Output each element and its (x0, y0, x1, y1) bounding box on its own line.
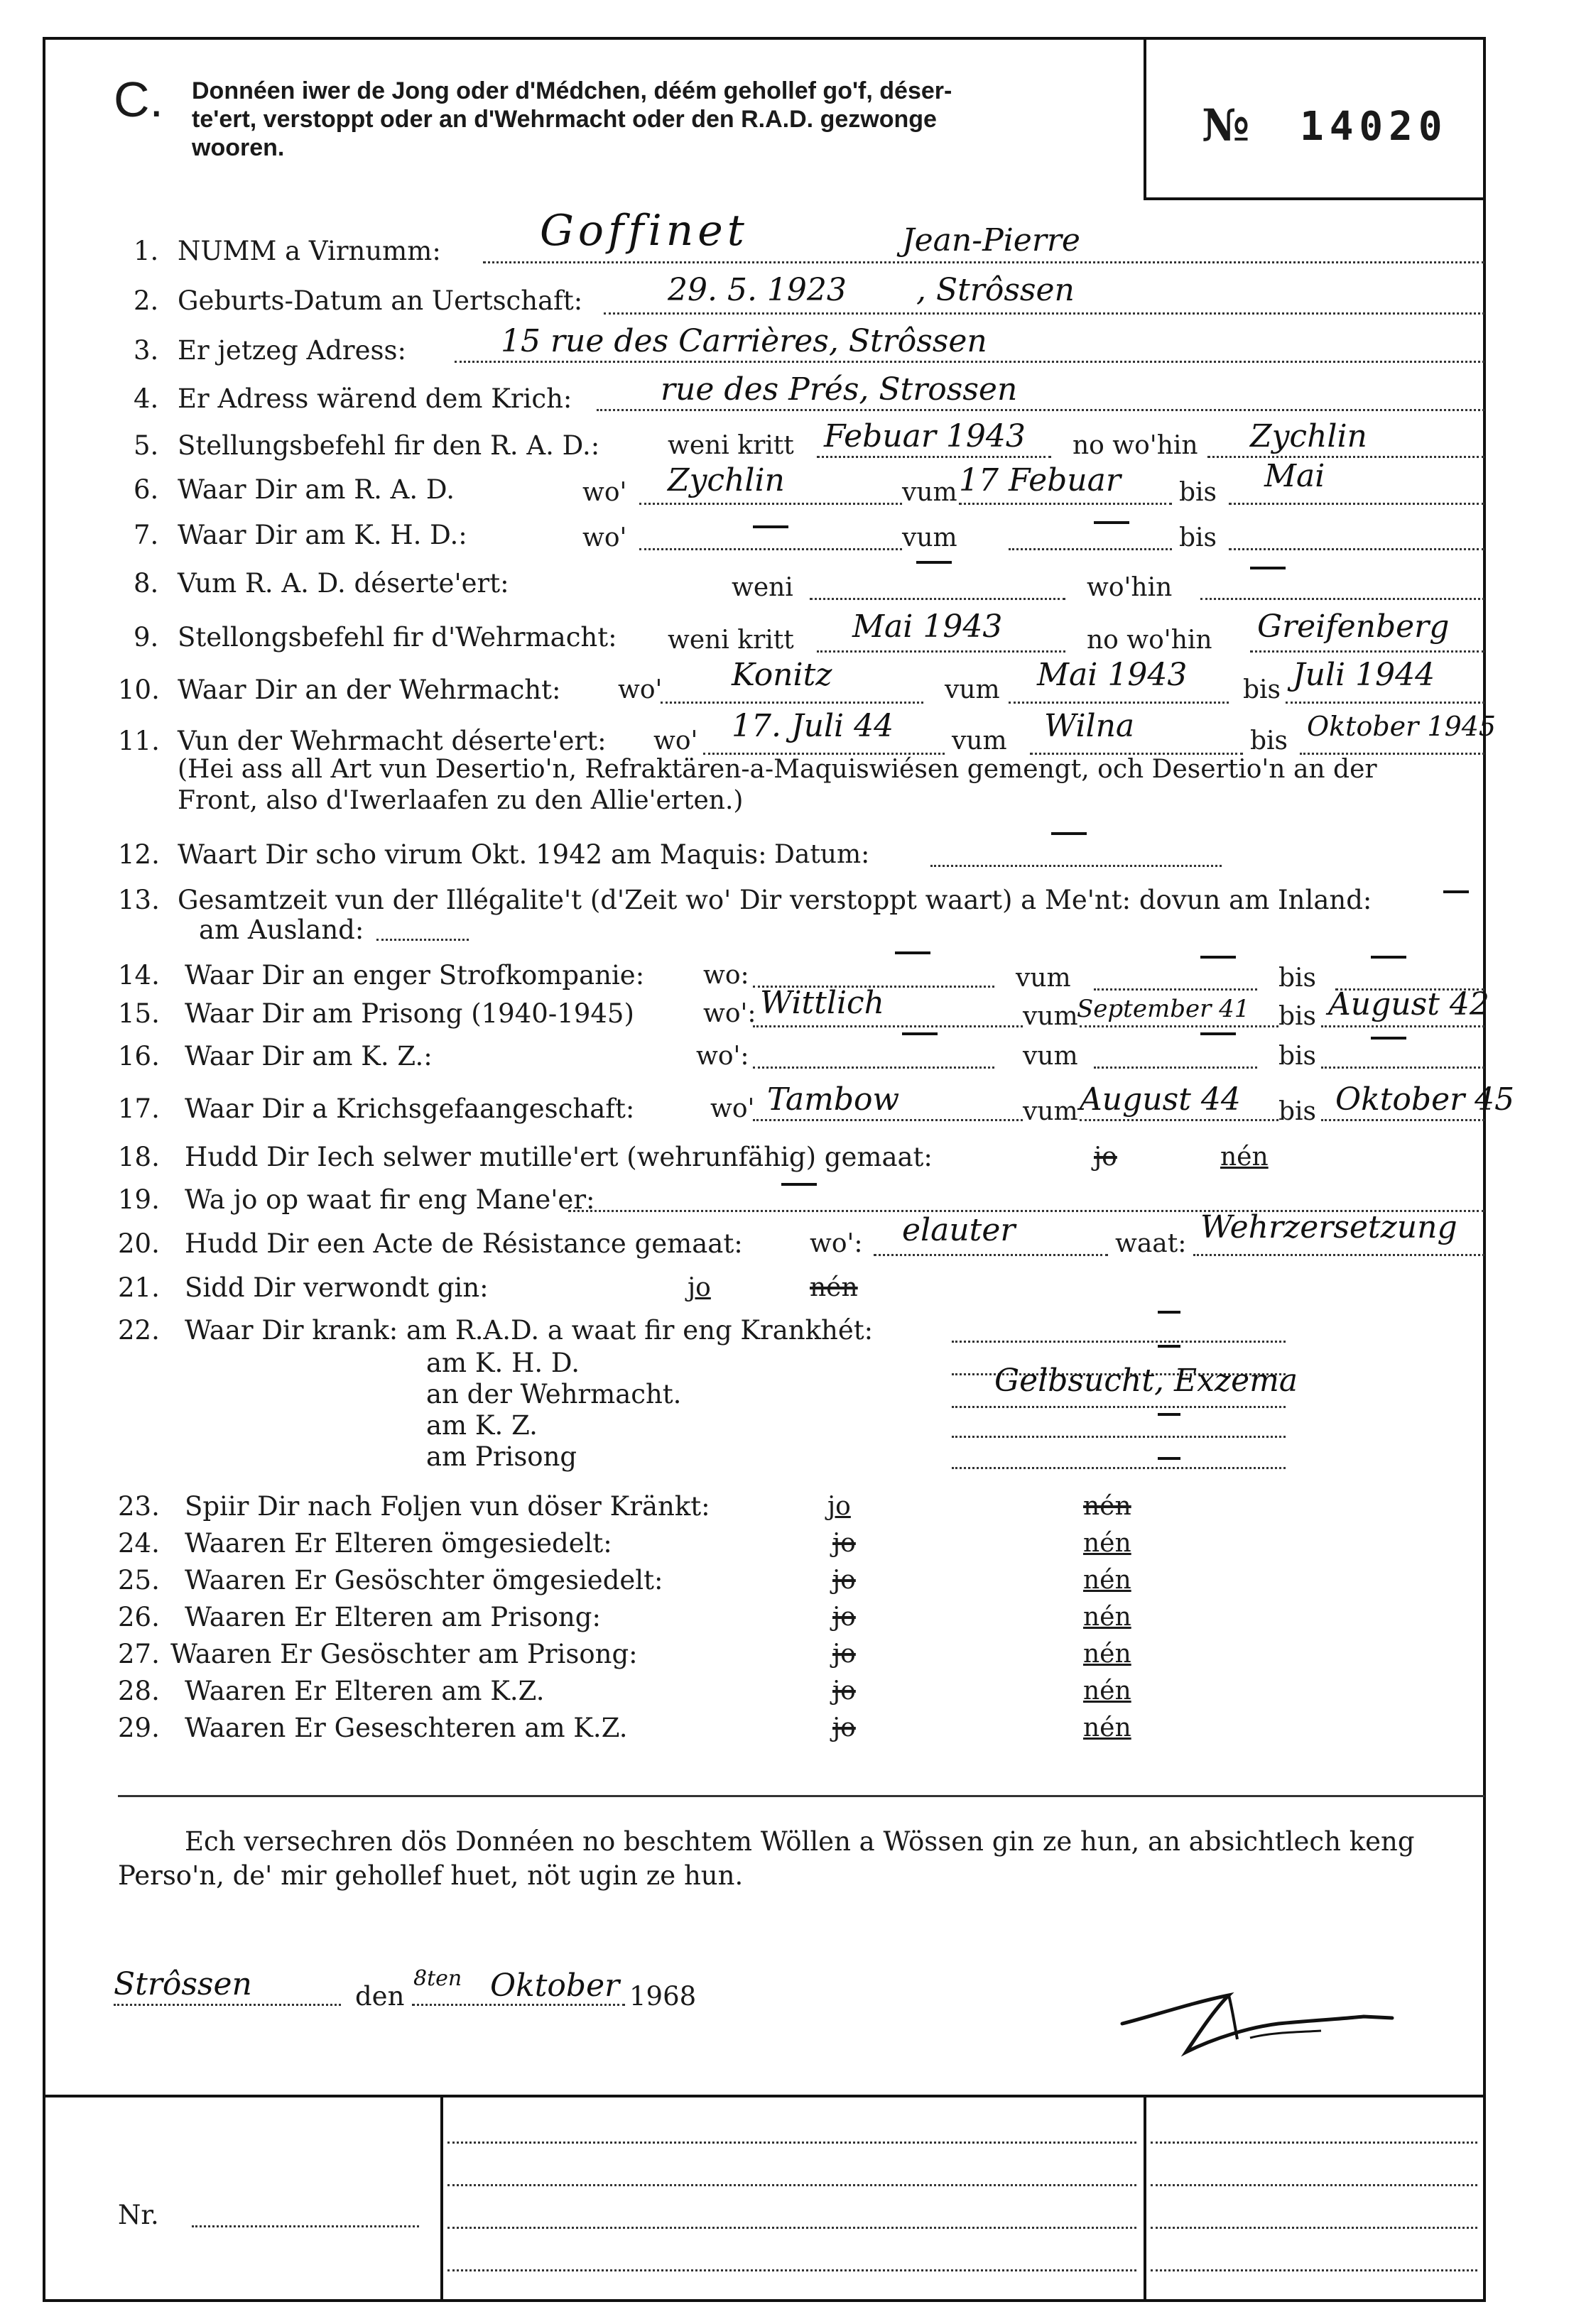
footer-mid-line-2 (447, 2184, 1136, 2186)
row-11-note-2: Front, also d'Iwerlaafen zu den Allie'erten.) (178, 786, 744, 815)
row-7-where-dotline (639, 548, 902, 550)
row-10-where-label: wo' (618, 675, 663, 704)
row-6-to-value: Mai (1264, 458, 1325, 494)
row-10-to-dotline (1286, 702, 1484, 704)
row-10-from-value: Mai 1943 (1037, 657, 1188, 693)
row-13-inland-dash (1443, 890, 1469, 893)
row-28-jo: jo (832, 1676, 856, 1706)
row-8-label: Vum R. A. D. déserte'ert: (178, 568, 509, 599)
signature-month: Oktober (490, 1968, 620, 2004)
row-24-number: 24. (118, 1528, 160, 1559)
row-22-kz-dash (1158, 1413, 1180, 1416)
row-25-number: 25. (118, 1565, 160, 1595)
row-16-where-dotline (753, 1066, 994, 1069)
row-5-when-label: weni kritt (668, 431, 794, 460)
row-14-from-dotline (1094, 988, 1257, 991)
footer-right-line-2 (1151, 2184, 1477, 2186)
row-5-when-value: Febuar 1943 (824, 418, 1026, 454)
row-22-wehrmacht-label: an der Wehrmacht. (426, 1379, 682, 1409)
signature-day: 8ten (413, 1966, 462, 1991)
header-title (192, 77, 1115, 162)
row-29-nen: nén (1083, 1713, 1131, 1742)
row-10-to-value: Juli 1944 (1293, 657, 1435, 693)
row-6-to-label: bis (1179, 478, 1217, 507)
row-11-to-label: bis (1250, 726, 1288, 755)
row-7-from-dotline (1009, 548, 1172, 550)
row-27-jo: jo (832, 1640, 856, 1669)
row-28-nen: nén (1083, 1676, 1131, 1706)
form-letter: C. (114, 72, 163, 127)
row-6-where-dotline (639, 503, 902, 505)
row-16-from-dash (1200, 1032, 1236, 1035)
number-sign: № (1202, 99, 1250, 151)
row-22-prisong-label: am Prisong (426, 1441, 577, 1472)
row-28-number: 28. (118, 1676, 160, 1706)
row-5-number: 5. (134, 430, 159, 461)
row-29-number: 29. (118, 1713, 160, 1743)
row-26-label: Waaren Er Elteren am Prisong: (185, 1602, 601, 1632)
row-15-from-value: September 41 (1077, 995, 1250, 1023)
row-9-where-dotline (1250, 650, 1484, 653)
row-1-firstname: Jean-Pierre (902, 222, 1080, 258)
row-20-number: 20. (118, 1228, 160, 1259)
row-16-from-dotline (1094, 1066, 1257, 1069)
row-17-to-label: bis (1278, 1097, 1317, 1126)
row-11-number: 11. (118, 726, 160, 756)
row-17-to-dotline (1321, 1119, 1484, 1121)
row-11-where-label: wo' (653, 726, 698, 755)
row-6-where-value: Zychlin (668, 462, 785, 498)
row-7-where-dash (753, 525, 788, 528)
row-10-to-label: bis (1243, 675, 1281, 704)
row-1-dotline (483, 261, 1484, 263)
header-line-1: Donnéen iwer de Jong oder d'Médchen, déém gehollef go'f, déser- (192, 77, 952, 104)
row-3-dotline (455, 361, 1484, 363)
row-14-to-dash (1371, 956, 1406, 959)
row-20-label: Hudd Dir een Acte de Résistance gemaat: (185, 1228, 743, 1259)
row-12-number: 12. (118, 839, 160, 870)
row-16-to-label: bis (1278, 1042, 1317, 1071)
row-9-when-value: Mai 1943 (852, 609, 1003, 645)
footer-right-line-4 (1151, 2269, 1477, 2271)
row-6-label: Waar Dir am R. A. D. (178, 474, 455, 505)
row-11-to-value: Oktober 1945 (1307, 711, 1497, 742)
footer-mid-line-3 (447, 2227, 1136, 2229)
row-15-number: 15. (118, 998, 160, 1029)
row-24-nen: nén (1083, 1529, 1131, 1558)
row-11-note-1: (Hei ass all Art vun Desertio'n, Refraktären-a-Maquiswiésen gemengt, och Desertio'n an der (178, 755, 1377, 784)
row-19-number: 19. (118, 1184, 160, 1215)
row-27-label: Waaren Er Gesöschter am Prisong: (170, 1639, 638, 1669)
row-9-number: 9. (134, 622, 159, 653)
row-1-surname: Goffinet (540, 206, 749, 256)
row-2-dotline (604, 312, 1484, 315)
row-16-from-label: vum (1023, 1042, 1078, 1071)
row-6-where-label: wo' (582, 478, 627, 507)
row-21-jo: jo (688, 1273, 711, 1302)
row-26-nen: nén (1083, 1603, 1131, 1632)
row-14-to-label: bis (1278, 964, 1317, 993)
row-22-rad-dotline (952, 1341, 1286, 1343)
row-14-from-label: vum (1016, 964, 1071, 993)
row-15-to-label: bis (1278, 1002, 1317, 1031)
place-dotline (114, 2004, 341, 2006)
row-22-label: Waar Dir krank: am R.A.D. a waat fir eng Krankhét: (185, 1315, 874, 1346)
row-27-number: 27. (118, 1639, 160, 1669)
row-8-when-label: weni (732, 573, 793, 602)
row-11-label: Vun der Wehrmacht déserte'ert: (178, 726, 607, 756)
row-18-jo: jo (1094, 1142, 1117, 1172)
row-6-from-value: 17 Febuar (959, 462, 1121, 498)
row-24-label: Waaren Er Elteren ömgesiedelt: (185, 1528, 612, 1559)
row-17-label: Waar Dir a Krichsgefaangeschaft: (185, 1093, 635, 1124)
row-22-wehrmacht-dotline (952, 1406, 1286, 1408)
row-20-what-value: Wehrzersetzung (1200, 1209, 1457, 1245)
row-7-number: 7. (134, 520, 159, 550)
row-7-label: Waar Dir am K. H. D.: (178, 520, 467, 550)
row-17-from-label: vum (1023, 1097, 1078, 1126)
row-11-where-value: 17. Juli 44 (732, 708, 894, 744)
row-25-nen: nén (1083, 1566, 1131, 1595)
row-14-label: Waar Dir an enger Strofkompanie: (185, 960, 645, 991)
row-22-rad-dash (1158, 1311, 1180, 1314)
row-8-number: 8. (134, 568, 159, 599)
row-11-from-value: Wilna (1044, 708, 1135, 744)
row-10-from-label: vum (945, 675, 1000, 704)
row-8-when-dash (916, 561, 952, 564)
row-22-khd-label: am K. H. D. (426, 1348, 580, 1378)
row-17-where-label: wo' (710, 1094, 755, 1123)
row-22-kz-dotline (952, 1436, 1286, 1438)
row-1-number: 1. (134, 236, 159, 266)
row-6-to-dotline (1229, 503, 1484, 505)
row-25-label: Waaren Er Gesöschter ömgesiedelt: (185, 1565, 663, 1595)
row-22-wehrmacht-value: Gelbsucht, Exzema (994, 1363, 1298, 1399)
row-21-label: Sidd Dir verwondt gin: (185, 1272, 489, 1303)
row-6-from-label: vum (902, 478, 957, 507)
row-9-where-label: no wo'hin (1087, 626, 1212, 655)
row-10-label: Waar Dir an der Wehrmacht: (178, 675, 561, 705)
footer-top-rule (43, 2095, 1486, 2097)
row-6-from-dotline (959, 503, 1172, 505)
row-21-number: 21. (118, 1272, 160, 1303)
row-3-label: Er jetzeg Adress: (178, 335, 406, 366)
row-14-from-dash (1200, 956, 1236, 959)
footer-nr-label: Nr. (118, 2200, 159, 2230)
row-23-label: Spiir Dir nach Foljen vun döser Kränkt: (185, 1491, 710, 1522)
row-22-number: 22. (118, 1315, 160, 1346)
row-27-nen: nén (1083, 1640, 1131, 1669)
row-15-from-label: vum (1023, 1002, 1078, 1031)
declaration-line-1: Ech versechren dös Donnéen no beschtem Wöllen a Wössen gin ze hun, an absichtlech keng (185, 1826, 1415, 1857)
row-7-to-label: bis (1179, 523, 1217, 552)
row-19-label: Wa jo op waat fir eng Mane'er: (185, 1184, 595, 1215)
row-15-to-dotline (1321, 1025, 1484, 1027)
row-16-label: Waar Dir am K. Z.: (185, 1041, 433, 1071)
row-15-where-label: wo': (703, 999, 756, 1028)
row-13-label: Gesamtzeit vun der Illégalite't (d'Zeit wo' Dir verstoppt waart) a Me'nt: dovun am Inland: (178, 885, 1372, 915)
declaration-separator (118, 1795, 1484, 1797)
header-line-3: wooren. (192, 134, 285, 161)
row-2-number: 2. (134, 285, 159, 316)
row-26-jo: jo (832, 1603, 856, 1632)
row-24-jo: jo (832, 1529, 856, 1558)
footer-mid-line-4 (447, 2269, 1136, 2271)
row-4-war-address: rue des Prés, Strossen (661, 371, 1018, 408)
header-line-2: te'ert, verstoppt oder an d'Wehrmacht oder den R.A.D. gezwonge (192, 106, 937, 133)
signature-year: 1968 (629, 1981, 697, 2012)
row-16-where-label: wo': (696, 1042, 749, 1071)
row-8-when-dotline (810, 598, 1065, 600)
row-18-nen: nén (1220, 1142, 1269, 1172)
declaration-line-2: Perso'n, de' mir gehollef huet, nöt ugin ze hun. (118, 1860, 744, 1891)
row-7-where-label: wo' (582, 523, 627, 552)
date-dotline (412, 2004, 625, 2006)
den-label: den (355, 1981, 405, 2012)
row-7-from-dash (1094, 521, 1129, 524)
header-divider (1144, 37, 1146, 199)
row-21-nen: nén (810, 1273, 858, 1302)
row-20-where-dotline (874, 1254, 1108, 1256)
row-6-number: 6. (134, 474, 159, 505)
row-26-number: 26. (118, 1602, 160, 1632)
row-22-prisong-dash (1158, 1457, 1180, 1460)
row-19-dash (781, 1183, 817, 1186)
row-25-jo: jo (832, 1566, 856, 1595)
row-13-number: 13. (118, 885, 160, 915)
footer-divider-2 (1144, 2095, 1146, 2302)
row-13-abroad-label: am Ausland: (199, 915, 364, 945)
row-8-where-dotline (1200, 598, 1484, 600)
handwritten-signature (1108, 1974, 1406, 2073)
row-23-number: 23. (118, 1491, 160, 1522)
row-17-number: 17. (118, 1093, 160, 1124)
row-2-birth-place: , Strôssen (916, 272, 1075, 308)
row-5-when-dotline (817, 456, 1051, 458)
row-20-what-dotline (1193, 1254, 1484, 1256)
row-2-birth-date: 29. 5. 1923 (668, 272, 847, 308)
row-15-label: Waar Dir am Prisong (1940-1945) (185, 998, 634, 1029)
row-20-where-label: wo': (810, 1229, 863, 1258)
row-10-where-value: Konitz (732, 657, 832, 693)
row-15-to-value: August 42 (1328, 986, 1489, 1022)
footer-mid-line-1 (447, 2142, 1136, 2144)
row-17-where-dotline (753, 1119, 1023, 1121)
row-18-number: 18. (118, 1142, 160, 1172)
footer-right-line-1 (1151, 2142, 1477, 2144)
row-4-number: 4. (134, 383, 159, 414)
row-16-number: 16. (118, 1041, 160, 1071)
row-23-jo: jo (827, 1492, 851, 1521)
row-11-from-label: vum (952, 726, 1007, 755)
row-22-khd-dash (1158, 1345, 1180, 1348)
row-12-date-label: Datum: (774, 840, 870, 869)
row-5-where-label: no wo'hin (1073, 431, 1198, 460)
row-28-label: Waaren Er Elteren am K.Z. (185, 1676, 545, 1706)
row-14-where-dash (895, 951, 930, 954)
row-18-label: Hudd Dir Iech selwer mutille'ert (wehrunfähig) gemaat: (185, 1142, 933, 1172)
signature-place: Strôssen (114, 1966, 252, 2002)
row-17-from-value: August 44 (1080, 1081, 1241, 1118)
row-4-dotline (597, 409, 1484, 411)
row-3-current-address: 15 rue des Carrières, Strôssen (501, 323, 987, 359)
row-10-where-dotline (661, 702, 923, 704)
row-12-date-dotline (930, 865, 1222, 867)
row-29-label: Waaren Er Geseschteren am K.Z. (185, 1713, 628, 1743)
row-2-label: Geburts-Datum an Uertschaft: (178, 285, 583, 316)
form-number: 14020 (1300, 104, 1448, 150)
row-17-where-value: Tambow (767, 1081, 900, 1118)
row-15-where-dotline (753, 1025, 1023, 1027)
row-9-when-label: weni kritt (668, 626, 794, 655)
header-bottom-rule (1144, 197, 1486, 200)
row-29-jo: jo (832, 1713, 856, 1742)
row-8-where-label: wo'hin (1087, 573, 1173, 602)
row-5-where-dotline (1207, 456, 1484, 458)
row-17-from-dotline (1080, 1119, 1278, 1121)
row-10-from-dotline (1009, 702, 1229, 704)
row-14-number: 14. (118, 960, 160, 991)
row-8-where-dash (1250, 567, 1286, 569)
footer-nr-dotline (192, 2225, 419, 2227)
row-12-label: Waart Dir scho virum Okt. 1942 am Maquis: (178, 839, 767, 870)
row-23-nen: nén (1083, 1492, 1131, 1521)
row-3-number: 3. (134, 335, 159, 366)
row-13-abroad-dotline (376, 939, 469, 941)
row-16-to-dash (1371, 1037, 1406, 1040)
row-9-label: Stellongsbefehl fir d'Wehrmacht: (178, 622, 617, 653)
row-4-label: Er Adress wärend dem Krich: (178, 383, 572, 414)
row-20-where-value: elauter (902, 1212, 1016, 1248)
row-7-to-dotline (1229, 548, 1484, 550)
row-9-when-dotline (817, 650, 1065, 653)
row-9-where-value: Greifenberg (1257, 609, 1450, 645)
row-7-from-label: vum (902, 523, 957, 552)
row-16-where-dash (902, 1032, 938, 1035)
row-10-number: 10. (118, 675, 160, 705)
footer-right-line-3 (1151, 2227, 1477, 2229)
row-17-to-value: Oktober 45 (1335, 1081, 1515, 1118)
row-15-where-value: Wittlich (760, 985, 885, 1021)
row-5-where-value: Zychlin (1250, 418, 1367, 454)
row-1-label: NUMM a Virnumm: (178, 236, 441, 266)
row-16-to-dotline (1321, 1066, 1484, 1069)
row-20-what-label: waat: (1115, 1229, 1187, 1258)
row-22-prisong-dotline (952, 1467, 1286, 1469)
row-22-kz-label: am K. Z. (426, 1410, 538, 1441)
row-12-date-dash (1051, 832, 1087, 835)
row-5-label: Stellungsbefehl fir den R. A. D.: (178, 430, 600, 461)
footer-divider-1 (440, 2095, 443, 2302)
row-14-where-label: wo: (703, 961, 749, 990)
